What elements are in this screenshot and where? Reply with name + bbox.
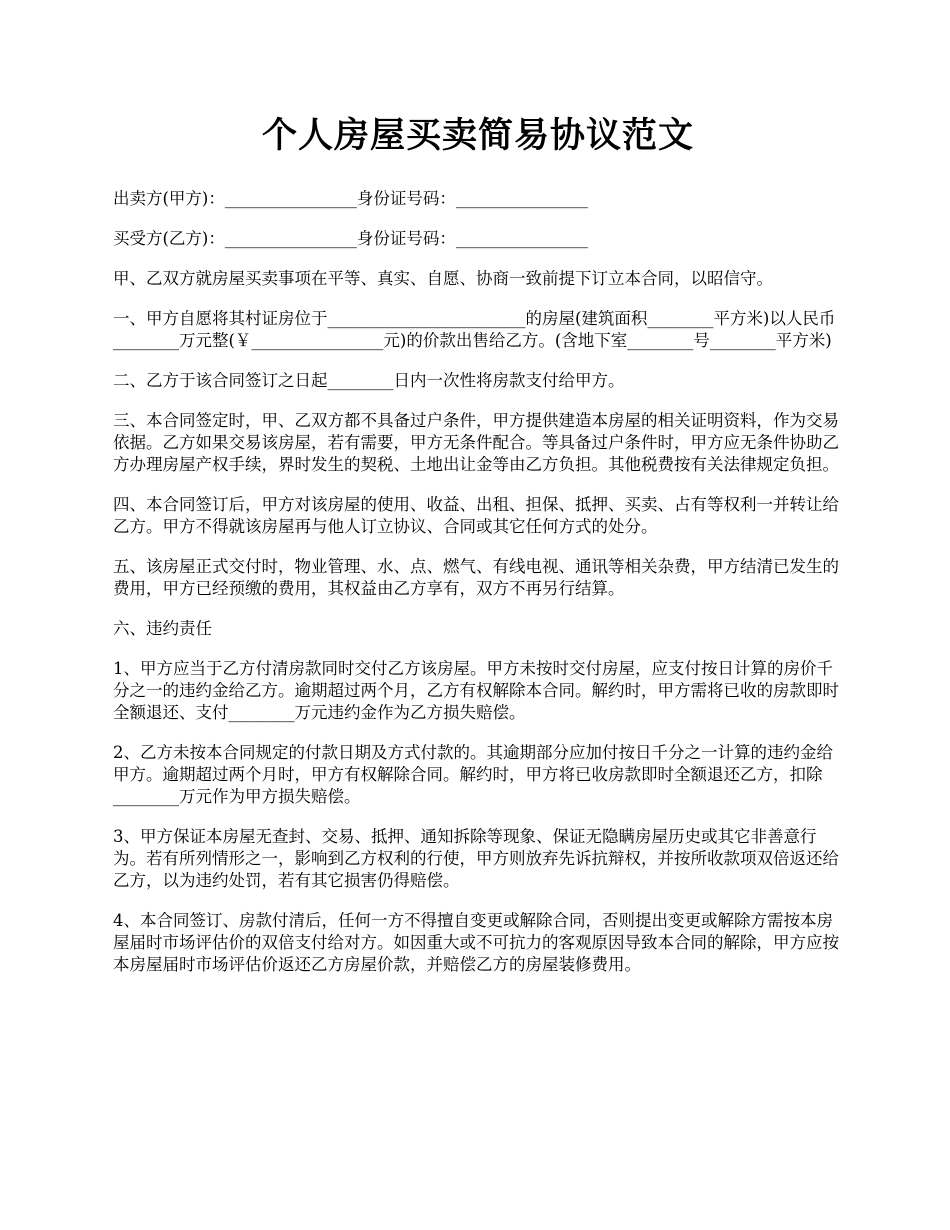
breach-heading: 六、违约责任: [113, 619, 212, 638]
breach-item-2: 2、乙方未按本合同规定的付款日期及方式付款的。其逾期部分应加付按日千分之一计算的违约金给甲方。逾期超过两个月时，甲方有权解除合同。解约时，甲方将已收房款即时全额退还乙方，扣除________万元作为甲方损失赔偿。: [113, 743, 833, 806]
document-page: [113, 100, 843, 994]
preamble-paragraph: 甲、乙双方就房屋买卖事项在平等、真实、自愿、协商一致前提下订立本合同，以昭信守。: [113, 269, 773, 288]
buyer-line: 买受方(乙方)：________________身份证号码：________________: [113, 229, 588, 248]
breach-item-1: 1、甲方应当于乙方付清房款同时交付乙方该房屋。甲方未按时交付房屋，应支付按日计算的房价千分之一的违约金给乙方。逾期超过两个月，乙方有权解除本合同。解约时，甲方需将已收的房款即时全额退还、支付________万元违约金作为乙方损失赔偿。: [113, 659, 839, 722]
clause-1-paragraph: 一、甲方自愿将其村证房位于________________________的房屋(建筑面积________平方米)以人民币________万元整(￥________________元)的价款出售给乙方。(含地下室________号________平方米): [113, 309, 836, 350]
seller-line: 出卖方(甲方)：________________身份证号码：________________: [113, 189, 588, 208]
clause-4-paragraph: 四、本合同签订后，甲方对该房屋的使用、收益、出租、担保、抵押、买卖、占有等权利一并转让给乙方。甲方不得就该房屋再与他人订立协议、合同或其它任何方式的处分。: [113, 495, 839, 536]
document-title: 个人房屋买卖简易协议范文: [261, 115, 694, 156]
breach-item-4: 4、本合同签订、房款付清后，任何一方不得擅自变更或解除合同，否则提出变更或解除方需按本房屋届时市场评估价的双倍支付给对方。如因重大或不可抗力的客观原因导致本合同的解除，甲方应按本房屋届时市场评估价返还乙方房屋价款，并赔偿乙方的房屋装修费用。: [113, 911, 839, 974]
breach-item-3: 3、甲方保证本房屋无查封、交易、抵押、通知拆除等现象、保证无隐瞒房屋历史或其它非善意行为。若有所列情形之一，影响到乙方权利的行使，甲方则放弃先诉抗辩权，并按所收款项双倍返还给乙方，以为违约处罚，若有其它损害仍得赔偿。: [113, 827, 839, 890]
clause-5-paragraph: 五、该房屋正式交付时，物业管理、水、点、燃气、有线电视、通讯等相关杂费，甲方结清已发生的费用，甲方已经预缴的费用，其权益由乙方享有，双方不再另行结算。: [113, 557, 839, 598]
clause-3-paragraph: 三、本合同签定时，甲、乙双方都不具备过户条件，甲方提供建造本房屋的相关证明资料，作为交易依据。乙方如果交易该房屋，若有需要，甲方无条件配合。等具备过户条件时，甲方应无条件协助乙方办理房屋产权手续，界时发生的契税、土地出让金等由乙方负担。其他税费按有关法律规定负担。: [113, 411, 839, 474]
clause-2-paragraph: 二、乙方于该合同签订之日起________日内一次性将房款支付给甲方。: [113, 371, 625, 390]
